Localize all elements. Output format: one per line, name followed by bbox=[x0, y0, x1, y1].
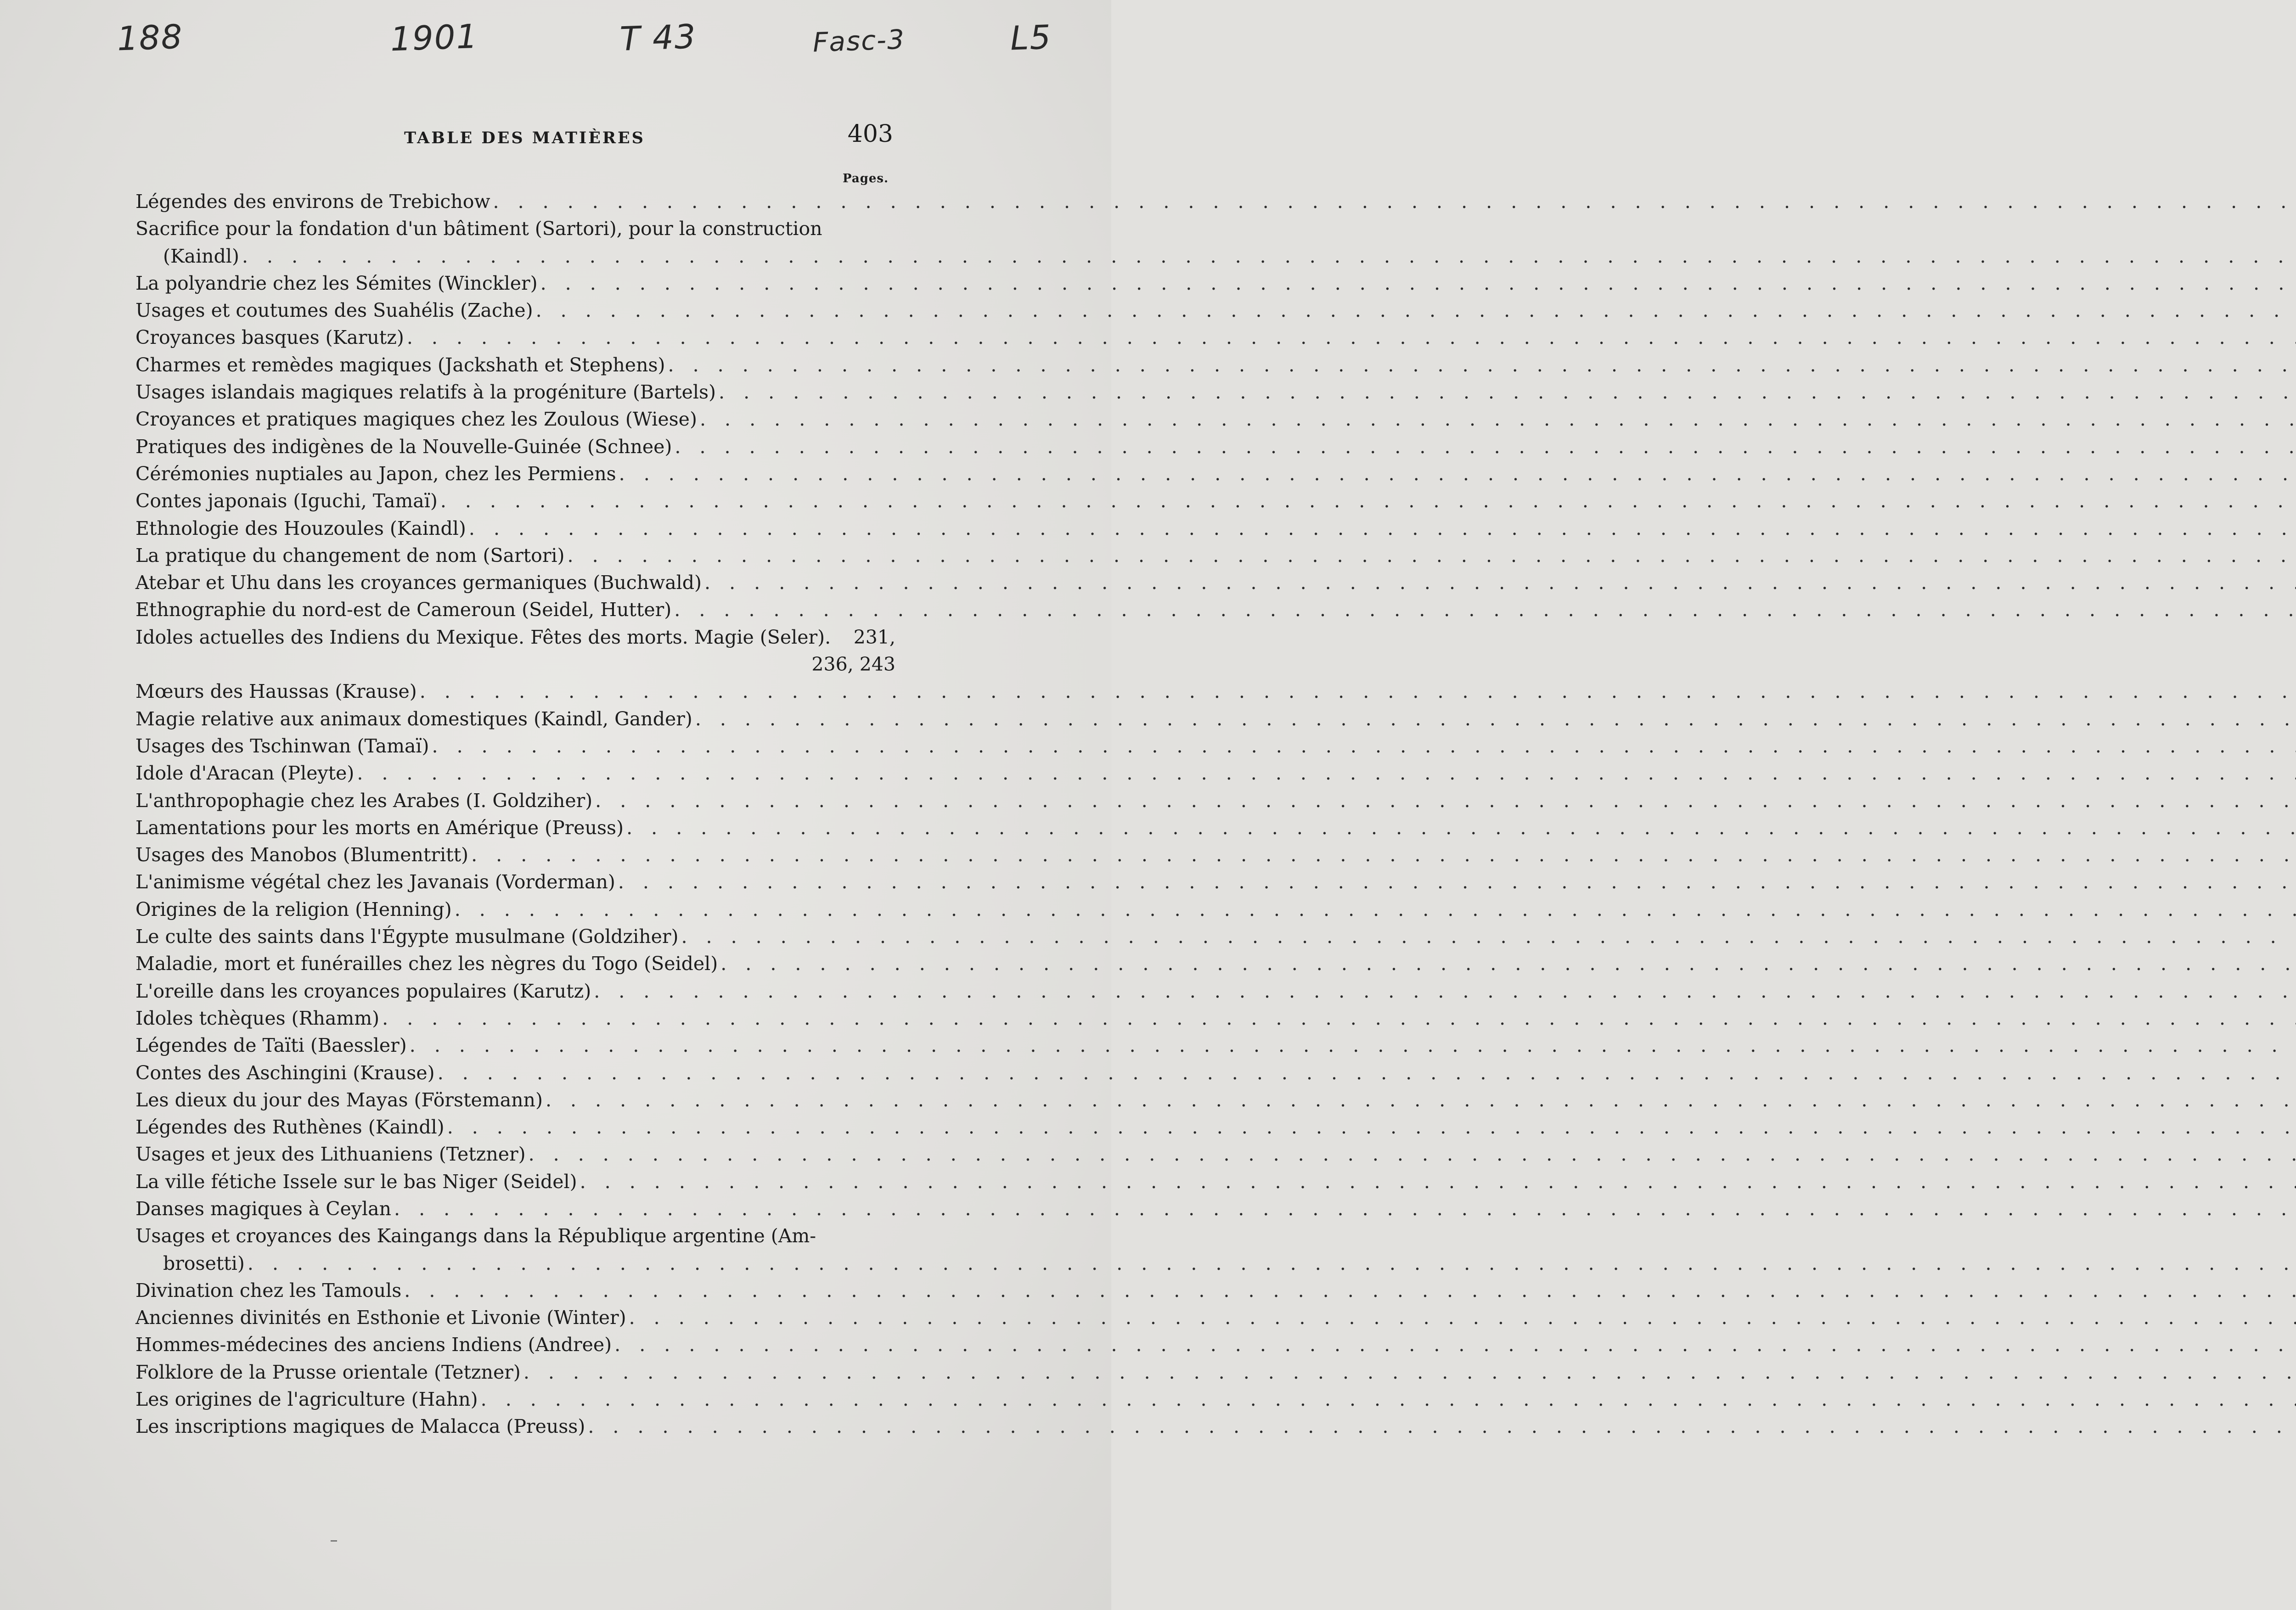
toc-entry-title: Lamentations pour les morts en Amérique (Preuss) bbox=[135, 816, 624, 839]
toc-entry bbox=[135, 1277, 895, 1304]
dot-leader bbox=[692, 706, 2296, 733]
toc-entry-title: Contes des Aschingini (Krause) bbox=[135, 1061, 435, 1084]
toc-entry bbox=[135, 896, 895, 923]
toc-entry-title: Usages et croyances des Kaingangs dans la République argentine (Am- bbox=[135, 1225, 816, 1247]
dot-leader bbox=[521, 1359, 2296, 1386]
toc-entry-title: Usages des Tschinwan (Tamaï) bbox=[135, 735, 429, 757]
toc-entry bbox=[135, 433, 895, 460]
handwritten-mark: T 43 bbox=[619, 17, 697, 58]
toc-entry-title: Idoles actuelles des Indiens du Mexique. Fêtes des morts. Magie (Seler). bbox=[135, 626, 831, 648]
toc-entry-title: Légendes des Ruthènes (Kaindl) bbox=[135, 1116, 445, 1139]
toc-entry-title: Anciennes divinités en Esthonie et Livonie (Winter) bbox=[135, 1307, 626, 1329]
running-title: TABLE DES MATIÈRES bbox=[404, 129, 645, 147]
toc-entry bbox=[135, 488, 895, 515]
toc-entry-title: Les inscriptions magiques de Malacca (Preuss) bbox=[135, 1415, 585, 1438]
toc-entry-title: Folklore de la Prusse orientale (Tetzner) bbox=[135, 1361, 521, 1383]
dot-leader bbox=[379, 1005, 2296, 1032]
toc-entry-title: L'animisme végétal chez les Javanais (Vorderman) bbox=[135, 871, 615, 893]
dot-leader bbox=[624, 814, 2296, 841]
dot-leader bbox=[354, 760, 2296, 787]
toc-entry-title: Le culte des saints dans l'Égypte musulmane (Goldziher) bbox=[135, 926, 679, 948]
toc-entry bbox=[135, 706, 895, 733]
toc-entry bbox=[135, 460, 895, 488]
toc-entry bbox=[135, 978, 895, 1005]
dot-leader bbox=[592, 787, 2296, 814]
toc-entry-title: Mœurs des Haussas (Krause) bbox=[135, 680, 417, 703]
toc-entry bbox=[135, 651, 895, 678]
toc-entry bbox=[135, 733, 895, 760]
dot-leader bbox=[245, 1250, 2296, 1277]
toc-entry-title: L'oreille dans les croyances populaires (Karutz) bbox=[135, 980, 591, 1002]
dot-leader bbox=[665, 352, 2296, 379]
toc-entry-title: Divination chez les Tamouls bbox=[135, 1279, 402, 1301]
toc-entry-title: Charmes et remèdes magiques (Jackshath et Stephens) bbox=[135, 353, 665, 376]
toc-entry-title: Cérémonies nuptiales au Japon, chez les Permiens bbox=[135, 462, 616, 485]
handwritten-mark: Fasc-3 bbox=[812, 23, 906, 58]
toc-entry bbox=[135, 1413, 895, 1440]
toc-entry-title: Ethnographie du nord-est de Cameroun (Seidel, Hutter) bbox=[135, 599, 672, 621]
dot-leader bbox=[538, 270, 2296, 297]
dot-leader bbox=[404, 324, 2296, 351]
toc-entry bbox=[135, 841, 895, 869]
toc-entry bbox=[135, 1359, 895, 1386]
toc-entry bbox=[135, 950, 895, 977]
dot-leader bbox=[626, 1304, 2296, 1331]
handwritten-mark: L5 bbox=[1009, 17, 1052, 58]
dot-leader bbox=[616, 460, 2296, 488]
toc-entry bbox=[135, 760, 895, 787]
dot-leader bbox=[429, 733, 2296, 760]
dot-leader bbox=[678, 923, 2296, 950]
dot-leader bbox=[445, 1114, 2296, 1141]
toc-entry-title: Contes japonais (Iguchi, Tamaï) bbox=[135, 490, 438, 512]
toc-entry-title: Maladie, mort et funérailles chez les nègres du Togo (Seidel) bbox=[135, 953, 718, 975]
toc-entry bbox=[135, 923, 895, 950]
toc-entry bbox=[135, 215, 895, 242]
toc-entry bbox=[135, 243, 895, 270]
toc-entry-title: Légendes de Taïti (Baessler) bbox=[135, 1034, 407, 1057]
toc-entry bbox=[135, 869, 895, 896]
toc-entry bbox=[135, 1114, 895, 1141]
toc-entry-title: Idole d'Aracan (Pleyte) bbox=[135, 762, 355, 785]
dot-leader bbox=[438, 488, 2296, 515]
scanned-page bbox=[0, 0, 1111, 1610]
toc-entry bbox=[135, 188, 895, 215]
dot-leader bbox=[391, 1195, 2296, 1223]
toc-entry-title: Légendes des environs de Trebichow bbox=[135, 191, 490, 213]
toc-entry bbox=[135, 1195, 895, 1223]
dot-leader bbox=[478, 1386, 2296, 1413]
toc-entry-title: Usages des Manobos (Blumentritt) bbox=[135, 844, 469, 866]
toc-entry-title: La pratique du changement de nom (Sartori) bbox=[135, 544, 565, 567]
dot-leader bbox=[401, 1277, 2296, 1304]
toc-entry bbox=[135, 596, 895, 623]
page-number: 403 bbox=[847, 120, 893, 148]
dot-leader bbox=[533, 297, 2296, 324]
toc-entry bbox=[135, 406, 895, 433]
toc-entry bbox=[135, 1141, 895, 1168]
dot-leader bbox=[490, 188, 2296, 215]
toc-entry bbox=[135, 1331, 895, 1358]
toc-entry bbox=[135, 814, 895, 841]
toc-entry bbox=[135, 1032, 895, 1059]
toc-entry bbox=[135, 542, 895, 569]
toc-entry-title: La ville fétiche Issele sur le bas Niger (Seidel) bbox=[135, 1170, 577, 1193]
toc-entry bbox=[135, 270, 895, 297]
ink-mark bbox=[331, 1540, 337, 1542]
toc-entry-title: Usages islandais magiques relatifs à la progéniture (Bartels) bbox=[135, 381, 716, 404]
toc-entry bbox=[135, 678, 895, 705]
dot-leader bbox=[591, 978, 2296, 1005]
toc-entry-pages: 231, bbox=[853, 626, 895, 648]
toc-entry-title: Hommes-médecines des anciens Indiens (Andree) bbox=[135, 1334, 612, 1356]
toc-entry-title: Pratiques des indigènes de la Nouvelle-Guinée (Schnee) bbox=[135, 435, 672, 458]
toc-entry-title: Origines de la religion (Henning) bbox=[135, 898, 452, 920]
toc-entry-title: brosetti) bbox=[163, 1252, 245, 1274]
toc-entry-title: Idoles tchèques (Rhamm) bbox=[135, 1007, 380, 1029]
toc-entry-title: Usages et coutumes des Suahélis (Zache) bbox=[135, 299, 533, 322]
toc-entry bbox=[135, 379, 895, 406]
handwritten-mark: 188 bbox=[116, 17, 184, 58]
toc-entry-title: Croyances basques (Karutz) bbox=[135, 326, 404, 349]
dot-leader bbox=[543, 1087, 2296, 1114]
dot-leader bbox=[466, 515, 2296, 542]
dot-leader bbox=[526, 1141, 2296, 1168]
toc-entry-title: Croyances et pratiques magiques chez les Zoulous (Wiese) bbox=[135, 408, 697, 431]
page-header bbox=[135, 120, 893, 157]
dot-leader bbox=[612, 1331, 2296, 1358]
dot-leader bbox=[716, 379, 2296, 406]
dot-leader bbox=[585, 1413, 2296, 1440]
toc-entry-title: Magie relative aux animaux domestiques (Kaindl, Gander) bbox=[135, 707, 692, 730]
toc-entry-title: Sacrifice pour la fondation d'un bâtiment (Sartori), pour la construction bbox=[135, 218, 822, 240]
dot-leader bbox=[718, 950, 2296, 977]
table-of-contents bbox=[135, 188, 895, 1441]
dot-leader bbox=[435, 1060, 2296, 1087]
toc-entry-pages: 236, 243 bbox=[811, 653, 895, 676]
toc-entry bbox=[135, 787, 895, 814]
handwritten-mark: 1901 bbox=[389, 17, 479, 59]
toc-entry-title: Les dieux du jour des Mayas (Förstemann) bbox=[135, 1088, 543, 1111]
dot-leader bbox=[672, 433, 2296, 460]
dot-leader bbox=[702, 569, 2296, 596]
toc-entry bbox=[135, 624, 895, 651]
toc-entry-title: Ethnologie des Houzoules (Kaindl) bbox=[135, 517, 466, 539]
toc-entry-title: L'anthropophagie chez les Arabes (I. Goldziher) bbox=[135, 789, 593, 812]
dot-leader bbox=[452, 896, 2296, 923]
toc-entry bbox=[135, 1168, 895, 1195]
toc-entry bbox=[135, 1386, 895, 1413]
toc-entry bbox=[135, 1005, 895, 1032]
pages-column-label: Pages. bbox=[843, 172, 889, 185]
toc-entry bbox=[135, 1223, 895, 1250]
toc-entry bbox=[135, 1087, 895, 1114]
toc-entry bbox=[135, 569, 895, 596]
toc-entry-title: (Kaindl) bbox=[163, 245, 239, 267]
dot-leader bbox=[417, 678, 2296, 705]
dot-leader bbox=[407, 1032, 2296, 1059]
dot-leader bbox=[577, 1168, 2296, 1195]
toc-entry-title: Atebar et Uhu dans les croyances germaniques (Buchwald) bbox=[135, 572, 702, 594]
toc-entry bbox=[135, 1304, 895, 1331]
dot-leader bbox=[565, 542, 2296, 569]
dot-leader bbox=[697, 406, 2296, 433]
toc-entry bbox=[135, 515, 895, 542]
toc-entry-title: La polyandrie chez les Sémites (Winckler) bbox=[135, 272, 538, 294]
toc-entry-title: Danses magiques à Ceylan bbox=[135, 1197, 392, 1220]
toc-entry bbox=[135, 297, 895, 324]
toc-entry-title: Usages et jeux des Lithuaniens (Tetzner) bbox=[135, 1143, 526, 1166]
toc-entry bbox=[135, 352, 895, 379]
dot-leader bbox=[468, 841, 2296, 869]
dot-leader bbox=[671, 596, 2296, 623]
toc-entry-title: Les origines de l'agriculture (Hahn) bbox=[135, 1388, 478, 1411]
toc-entry bbox=[135, 324, 895, 351]
toc-entry bbox=[135, 1060, 895, 1087]
toc-entry bbox=[135, 1250, 895, 1277]
dot-leader bbox=[615, 869, 2296, 896]
dot-leader bbox=[239, 243, 2296, 270]
